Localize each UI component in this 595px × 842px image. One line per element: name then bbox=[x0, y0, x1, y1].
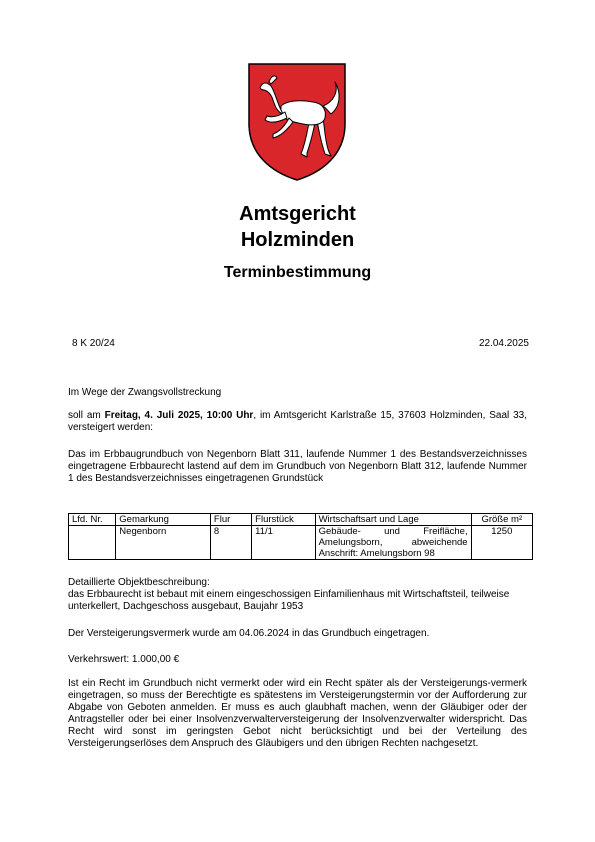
property-description: Das im Erbbaugrundbuch von Negenborn Blatt 311, laufende Nummer 1 des Bestandsverzeichnisses eingetragene Erbbaurecht lastend auf dem im Grundbuch von Negenborn Blatt 312, laufende Nummer 1 des Bestandsverzeichnisses eingetragenen Grundstück bbox=[68, 449, 527, 484]
table-row bbox=[69, 526, 533, 560]
cell-groesse: 1250 bbox=[471, 526, 532, 560]
court-name-line1: Amtsgericht bbox=[239, 203, 356, 225]
cell-lfd-nr bbox=[69, 526, 116, 560]
object-description bbox=[68, 577, 527, 613]
verkehrswert: Verkehrswert: 1.000,00 € bbox=[68, 654, 180, 665]
vermerk-paragraph: Der Versteigerungsvermerk wurde am 04.06.2024 in das Grundbuch eingetragen. bbox=[68, 628, 430, 639]
table-header-row bbox=[69, 514, 533, 526]
cell-wirtschaftsart: Gebäude- und Freifläche, Amelungsborn, abweichende Anschrift: Amelungsborn 98 bbox=[315, 526, 471, 560]
document-date: 22.04.2025 bbox=[478, 338, 529, 349]
legal-notice-paragraph: Ist ein Recht im Grundbuch nicht vermerkt oder wird ein Recht später als der Versteigerungs-vermerk eingetragen, so muss der Berechtigte es spätestens im Versteigerungstermin vor der Aufforderung zur Abgabe von Geboten anmelden. Er muss es auch glaubhaft machen, wenn der Gläubiger oder der Antragsteller oder bei einer Insolvenzverwalterversteigerung der Insolvenzverwalter widerspricht. Das Recht wird sonst im geringsten Gebot nicht berücksichtigt und bei der Verteilung des Versteigerungserlöses dem Anspruch des Gläubigers und den übrigen Rechten nachgesetzt. bbox=[68, 678, 527, 749]
col-header-lfd-nr: Lfd. Nr. bbox=[69, 514, 116, 526]
case-number: 8 K 20/24 bbox=[72, 338, 115, 349]
schedule-suffix: , im Amtsgericht Karlstraße 15, 37603 Holzminden, Saal 33, versteigert werden: bbox=[68, 410, 527, 433]
schedule-date: Freitag, 4. Juli 2025, 10:00 Uhr bbox=[104, 410, 254, 421]
intro-paragraph: Im Wege der Zwangsvollstreckung bbox=[68, 387, 222, 398]
col-header-flurstueck: Flurstück bbox=[252, 514, 315, 526]
col-header-gemarkung: Gemarkung bbox=[116, 514, 211, 526]
court-name-line2: Holzminden bbox=[240, 229, 355, 251]
cell-flurstueck: 11/1 bbox=[252, 526, 315, 560]
schedule-paragraph bbox=[68, 410, 527, 434]
object-text: das Erbbaurecht ist bebaut mit einem eingeschossigen Einfamilienhaus mit Wirtschaftsteil, teilweise unterkellert, Dachgeschoss ausgebaut, Baujahr 1953 bbox=[68, 589, 510, 612]
col-header-groesse: Größe m² bbox=[471, 514, 532, 526]
schedule-prefix: soll am bbox=[68, 410, 105, 421]
object-heading: Detaillierte Objektbeschreibung: bbox=[68, 577, 210, 588]
col-header-flur: Flur bbox=[210, 514, 251, 526]
cell-gemarkung: Negenborn bbox=[116, 526, 211, 560]
document-title: Terminbestimmung bbox=[223, 264, 372, 281]
property-table bbox=[68, 513, 533, 560]
col-header-wirtschaftsart: Wirtschaftsart und Lage bbox=[315, 514, 471, 526]
lower-saxony-crest-icon bbox=[247, 62, 347, 182]
cell-flur: 8 bbox=[210, 526, 251, 560]
